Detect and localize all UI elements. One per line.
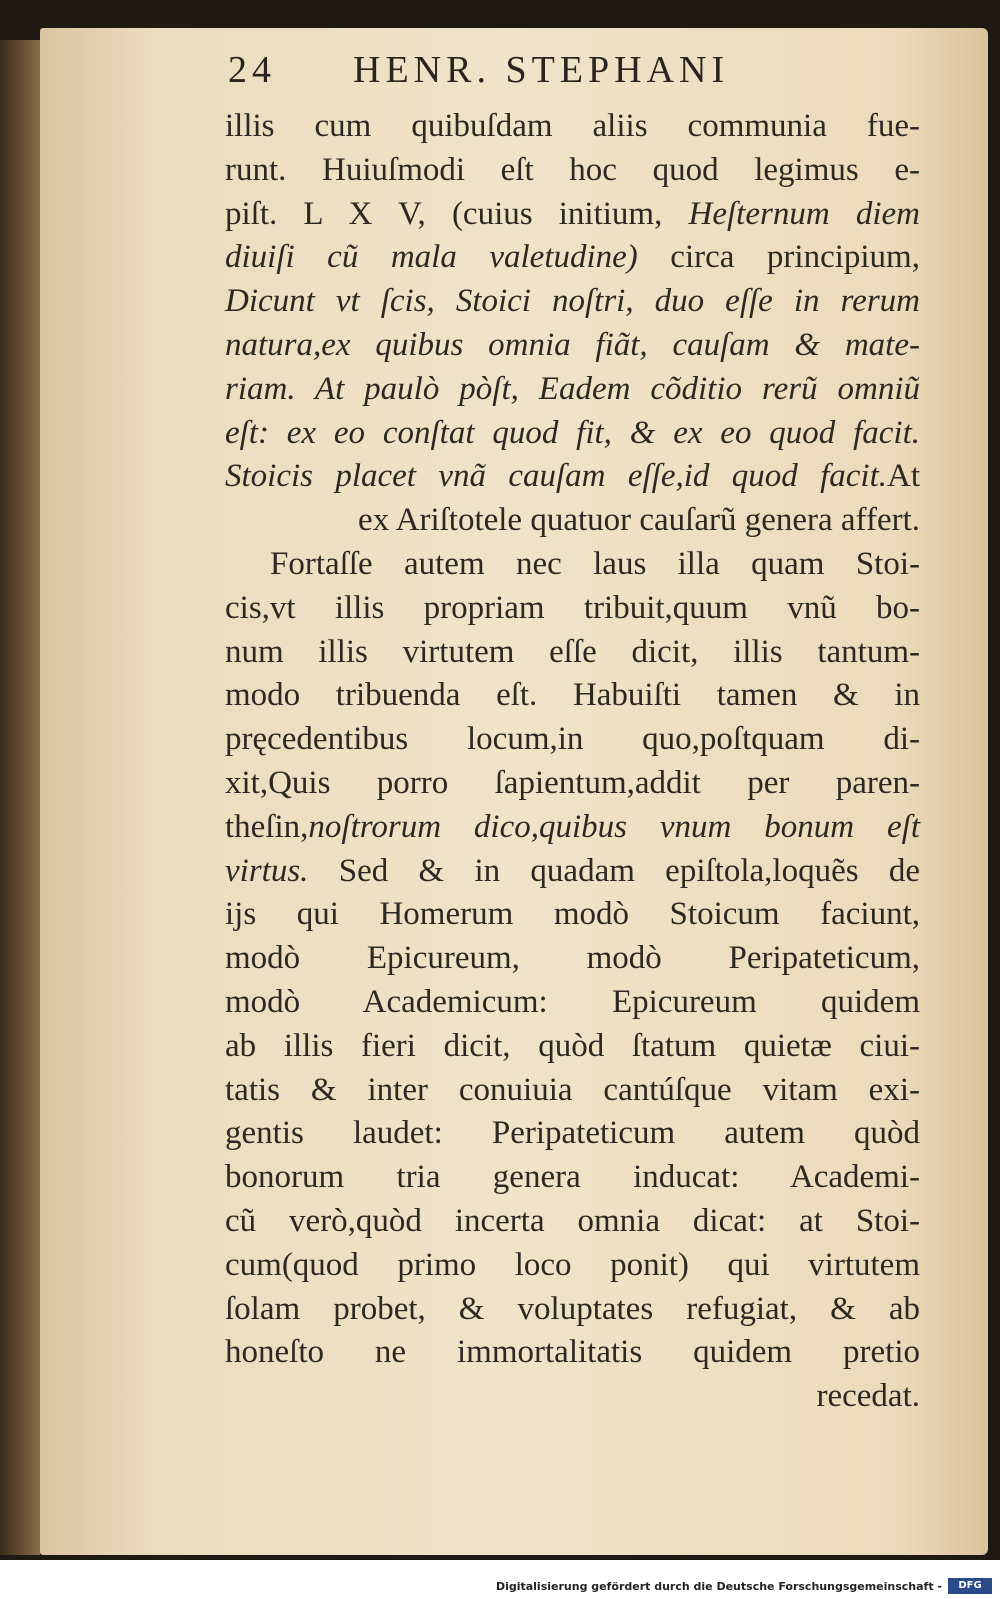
text-line — [225, 543, 920, 587]
text-segment: xit,Quis porro ſapientum,addit per paren- — [225, 764, 920, 801]
text-segment: pręcedentibus locum,in quo,poſtquam di- — [225, 721, 920, 758]
italic-segment: Heſternum diem — [688, 195, 920, 232]
text-line — [225, 1156, 920, 1200]
italic-segment: Stoicis placet vnã cauſam eſſe,id quod facit. — [225, 458, 887, 495]
text-line — [225, 149, 920, 193]
text-line — [225, 1069, 920, 1113]
text-line — [225, 1375, 920, 1419]
text-line — [225, 762, 920, 806]
text-line — [225, 499, 920, 543]
italic-segment: noſtrorum dico,quibus vnum bonum eſt — [308, 808, 920, 845]
text-segment: circa principium, — [637, 239, 920, 276]
text-line — [225, 587, 920, 631]
text-segment: Sed & in quadam epiſtola,loquẽs de — [308, 852, 920, 889]
text-line — [225, 850, 920, 894]
text-segment: Fortaſſe autem nec laus illa quam Stoi- — [270, 545, 920, 582]
running-head: HENR. STEPHANI — [353, 49, 730, 91]
text-line — [225, 368, 920, 412]
text-line — [225, 1025, 920, 1069]
text-segment: cis,vt illis propriam tribuit,quum vnũ bo- — [225, 589, 920, 626]
text-segment: ab illis fieri dicit, quòd ſtatum quietæ ciui- — [225, 1027, 920, 1064]
text-segment: modo tribuenda eſt. Habuiſti tamen & in — [225, 677, 920, 714]
text-line — [225, 236, 920, 280]
text-line — [225, 806, 920, 850]
text-line — [225, 718, 920, 762]
text-line — [225, 1200, 920, 1244]
text-line — [225, 455, 920, 499]
text-segment: illis cum quibuſdam aliis communia fue- — [225, 108, 920, 144]
text-line — [225, 105, 920, 149]
text-segment: modò Epicureum, modò Peripateticum, — [225, 940, 920, 977]
page-number: 24 — [228, 49, 276, 91]
text-segment: At — [887, 458, 920, 495]
body-text — [225, 105, 920, 1419]
italic-segment: riam. At paulò pòſt, Eadem cõditio rerũ omniũ — [225, 370, 920, 407]
text-line — [225, 937, 920, 981]
text-segment: bonorum tria genera inducat: Academi- — [225, 1159, 920, 1196]
text-segment: cũ verò,quòd incerta omnia dicat: at Stoi- — [225, 1202, 920, 1239]
page-header — [228, 48, 928, 98]
text-segment: theſin, — [225, 808, 309, 845]
text-line — [225, 1112, 920, 1156]
text-segment: piſt. L X V, (cuius initium, — [225, 195, 689, 232]
text-line — [225, 412, 920, 456]
dfg-logo: DFG — [948, 1578, 992, 1594]
italic-segment: natura,ex quibus omnia fiãt, cauſam & mate- — [225, 326, 920, 363]
text-line — [225, 1244, 920, 1288]
italic-segment: virtus. — [225, 852, 309, 889]
text-segment: modò Academicum: Epicureum quidem — [225, 983, 920, 1020]
text-segment: runt. Huiuſmodi eſt hoc quod legimus e- — [225, 151, 920, 188]
book-spine — [0, 40, 40, 1555]
digitization-credit: Digitalisierung gefördert durch die Deutsche Forschungsgemeinschaft - — [495, 1580, 942, 1593]
italic-segment: diuiſi cũ mala valetudine) — [225, 239, 638, 276]
text-line — [225, 193, 920, 237]
text-segment: tatis & inter conuiuia cantúſque vitam exi- — [225, 1071, 920, 1108]
text-segment: honeſto ne immortalitatis quidem pretio — [225, 1334, 920, 1371]
italic-segment: eſt: ex eo conſtat quod fit, & ex eo quod facit. — [225, 414, 920, 451]
text-segment: ex Ariſtotele quatuor cauſarũ genera affert. — [358, 502, 920, 539]
text-segment: ijs qui Homerum modò Stoicum faciunt, — [225, 896, 920, 933]
text-segment: recedat. — [816, 1378, 920, 1415]
text-line — [225, 674, 920, 718]
italic-segment: Dicunt vt ſcis, Stoici noſtri, duo eſſe in rerum — [225, 283, 920, 320]
text-line — [225, 893, 920, 937]
text-line — [225, 1331, 920, 1375]
text-line — [225, 280, 920, 324]
text-line — [225, 1288, 920, 1332]
text-line — [225, 324, 920, 368]
text-line — [225, 631, 920, 675]
text-line — [225, 981, 920, 1025]
text-segment: ſolam probet, & voluptates refugiat, & ab — [225, 1290, 920, 1327]
text-segment: cum(quod primo loco ponit) qui virtutem — [225, 1246, 920, 1283]
text-segment: num illis virtutem eſſe dicit, illis tantum- — [225, 633, 920, 670]
text-segment: gentis laudet: Peripateticum autem quòd — [225, 1115, 920, 1152]
